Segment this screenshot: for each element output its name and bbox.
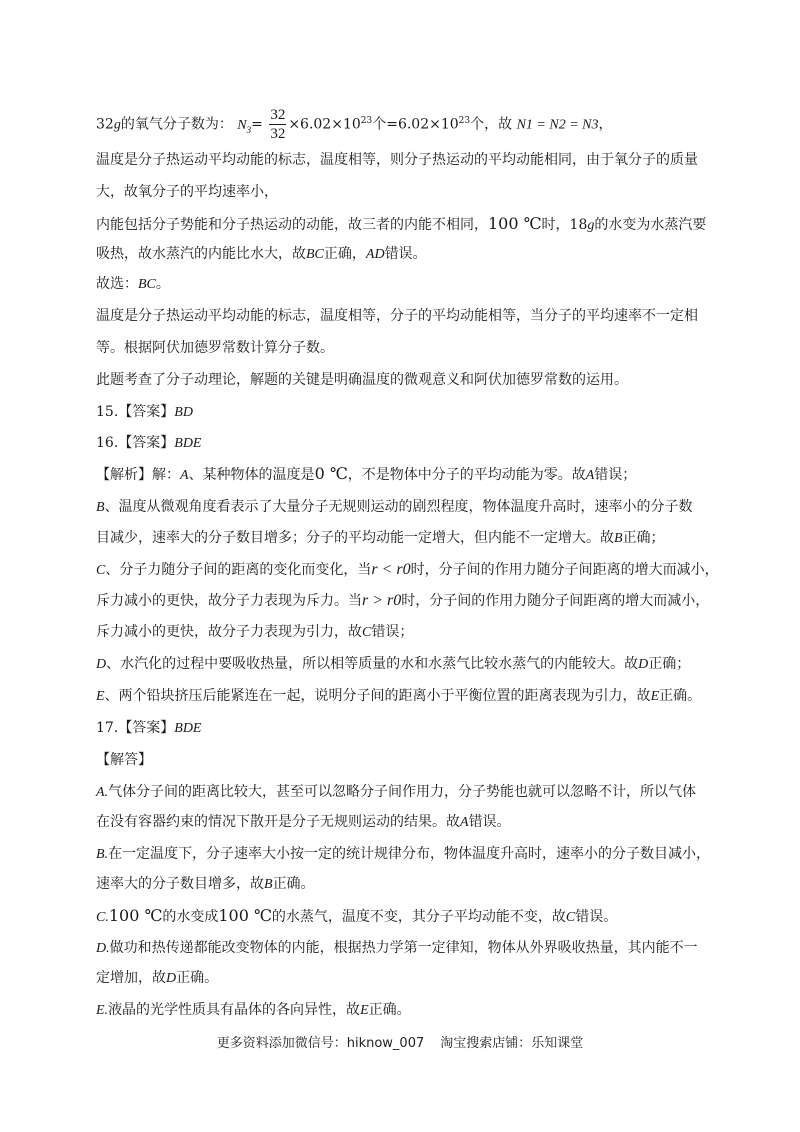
symbol-n3: $N_3$	[237, 117, 252, 135]
text-line: 斥力减小的更快，故分子力表现为斥力。当r > r0时，分子间的作用力随分子间距离的增大而减小，	[96, 592, 710, 609]
answer-15: 15.【答案】BD	[96, 404, 193, 420]
text-line: 速率大的分子数目增多，故B正确。	[96, 876, 315, 892]
text-line: 斥力减小的更快，故分子力表现为引力，故C错误；	[96, 624, 414, 640]
text-line: B.在一定温度下，分子速率大小按一定的统计规律分布，物体温度升高时，速率小的分子数目减小，	[96, 846, 711, 862]
solution-heading: 【解答】	[96, 752, 152, 768]
answer-16: 16.【答案】BDE	[96, 435, 202, 451]
text-line: 定增加，故D正确。	[96, 970, 219, 986]
text-line: D.做功和热传递都能改变物体的内能，根据热力学第一定律知，物体从外界吸收热量，其内能不一	[96, 940, 698, 956]
page-footer	[0, 1032, 800, 1051]
text-line: B、温度从微观角度看表示了大量分子无规则运动的剧烈程度，物体温度升高时，速率小的分子数	[96, 499, 693, 515]
text-line: 此题考查了分子动理论，解题的关键是明确温度的微观意义和阿伏加德罗常数的运用。	[96, 372, 628, 388]
text-line: 大，故氧分子的平均速率小，	[96, 184, 278, 200]
text-line: 在没有容器约束的情况下散开是分子无规则运动的结果。故A错误。	[96, 814, 511, 830]
text-line: 内能包括分子势能和分子热运动的动能，故三者的内能不相同，100 ℃时，18g的水变为水蒸汽要	[96, 214, 707, 233]
text-line: E、两个铅块挤压后能紧连在一起，说明分子间的距离小于平衡位置的距离表现为引力，故E正确。	[96, 688, 702, 704]
text-line: 吸热，故水蒸汽的内能比水大，故BC正确，AD错误。	[96, 246, 427, 262]
text-line: 目减少，速率大的分子数目增多；分子的平均动能一定增大，但内能不一定增大。故B正确；	[96, 530, 665, 546]
text-line: 故选：BC。	[96, 276, 170, 292]
text-line: 【解析】解：A、某种物体的温度是0 ℃，不是物体中分子的平均动能为零。故A错误；	[96, 464, 637, 483]
answer-17: 17.【答案】BDE	[96, 720, 202, 736]
text-line: D、水汽化的过程中要吸收热量，所以相等质量的水和水蒸气比较水蒸气的内能较大。故D正确；	[96, 656, 691, 672]
fraction: $\frac{32}{32}$	[270, 107, 286, 142]
n-equality: N1 = N2 = N3	[516, 117, 599, 133]
footer-wechat: 更多资料添加微信号：hiknow_007	[216, 1036, 425, 1051]
text-line: A.气体分子间的距离比较大，甚至可以忽略分子间作用力，分子势能也就可以忽略不计，所以气体	[96, 784, 697, 800]
footer-shop: 淘宝搜索店铺：乐知课堂	[440, 1036, 584, 1051]
line-oxygen-count: 32g的氧气分子数为： $N_3=$ $\frac{32}{32}$ $\times 6.02\times 10^{23}$个$=6.02\times 10^{23}$个，故 N1 = N2 = N3，	[96, 107, 613, 142]
text-line: 温度是分子热运动平均动能的标志，温度相等，分子的平均动能相等，当分子的平均速率不一定相	[96, 308, 698, 324]
text-line: E.液晶的光学性质具有晶体的各向异性，故E正确。	[96, 1002, 411, 1018]
text-line: C.100 ℃的水变成100 ℃的水蒸气，温度不变，其分子平均动能不变，故C错误。	[96, 906, 618, 925]
text-line: C、分子力随分子间的距离的变化而变化，当r < r0时，分子间的作用力随分子间距离的增大而减小，	[96, 561, 719, 578]
text-line: 温度是分子热运动平均动能的标志，温度相等，则分子热运动的平均动能相同，由于氧分子的质量	[96, 152, 698, 168]
text-line: 等。根据阿伏加德罗常数计算分子数。	[96, 340, 334, 356]
